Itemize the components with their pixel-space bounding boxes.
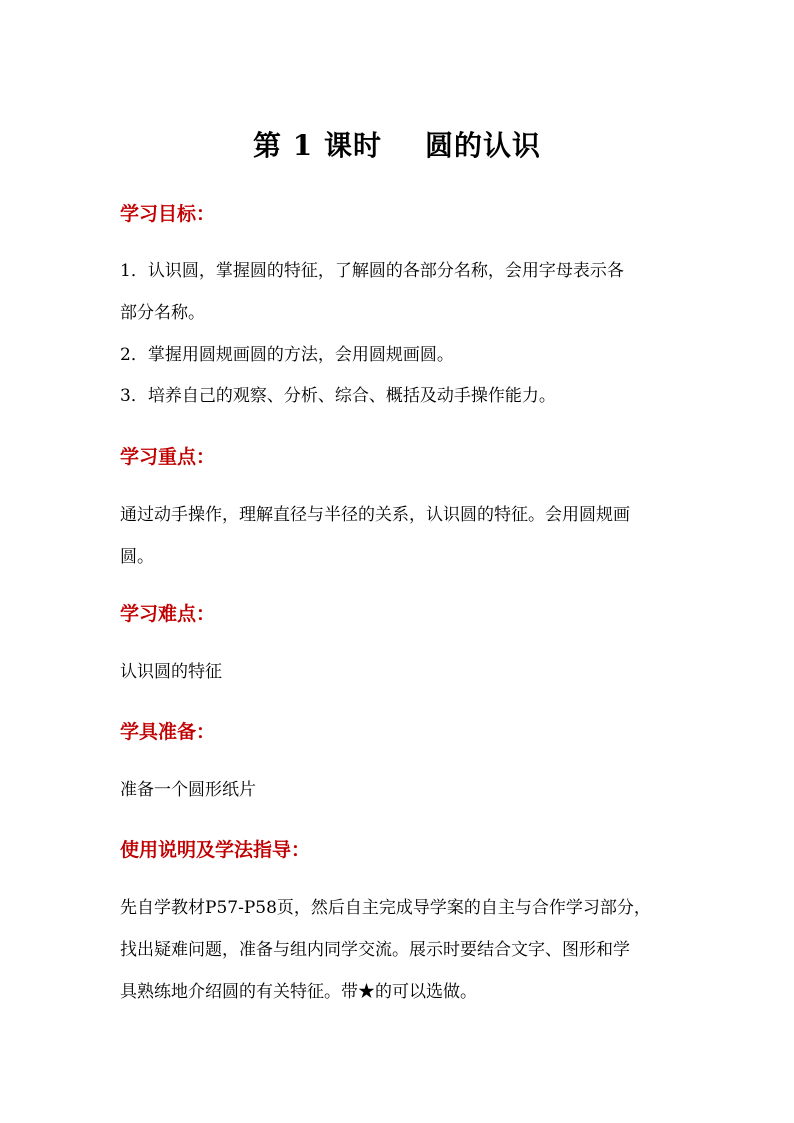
section-heading-materials: 学具准备： xyxy=(120,721,216,743)
section-heading-key-points: 学习重点： xyxy=(120,446,216,468)
section-heading-instructions: 使用说明及学法指导： xyxy=(120,839,311,861)
instructions-line-1: 先自学教材P57-P58页，然后自主完成导学案的自主与合作学习部分， xyxy=(120,898,651,918)
objectives-line-3: 2．掌握用圆规画圆的方法，会用圆规画圆。 xyxy=(120,345,454,365)
difficulties-line-1: 认识圆的特征 xyxy=(120,662,222,682)
objectives-line-2: 部分名称。 xyxy=(120,303,205,323)
key-points-line-2: 圆。 xyxy=(120,547,154,567)
instructions-line-3: 具熟练地介绍圆的有关特征。带★的可以选做。 xyxy=(120,982,477,1002)
instructions-line-2: 找出疑难问题，准备与组内同学交流。展示时要结合文字、图形和学 xyxy=(120,940,630,960)
objectives-line-1: 1．认识圆，掌握圆的特征，了解圆的各部分名称，会用字母表示各 xyxy=(120,261,624,281)
section-heading-objectives: 学习目标： xyxy=(120,203,216,225)
section-heading-difficulties: 学习难点： xyxy=(120,603,216,625)
lesson-title: 第 1 课时 圆的认识 xyxy=(253,129,541,162)
materials-line-1: 准备一个圆形纸片 xyxy=(120,780,256,800)
objectives-line-4: 3．培养自己的观察、分析、综合、概括及动手操作能力。 xyxy=(120,386,556,406)
key-points-line-1: 通过动手操作，理解直径与半径的关系，认识圆的特征。会用圆规画 xyxy=(120,505,630,525)
